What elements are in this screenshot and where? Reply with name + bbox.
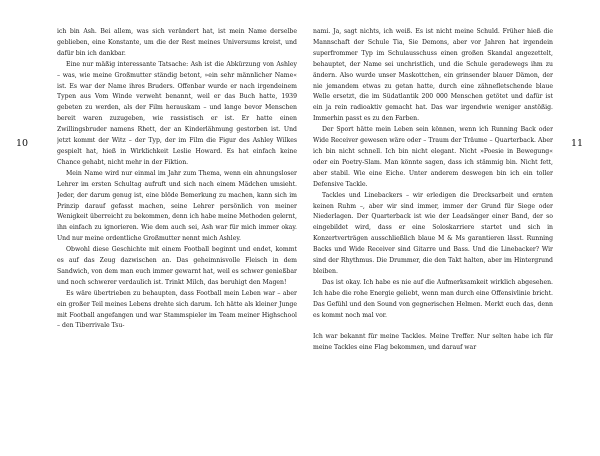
paragraph: Mein Name wird nur einmal im Jahr zum Thema, wenn ein ahnungsloser Lehrer im ersten Schultag aufruft und sich nach einem Mädchen umsieht. Jeder, der darum genug ist, eine blöde Bemerkung zu machen, kann sich im Prinzip darauf gefasst machen, seine Lehrer persönlich von meiner Wenigkeit überreicht zu bekommen, denn ich habe meine Methoden gelernt, ihn einfach zu ignorieren. Wie dem auch sei, Ash war für mich immer okay. Und nur meine ordentliche Großmutter nennt mich Ashley. <box>57 169 297 243</box>
paragraph: nami. Ja, sagt nichts, ich weiß. Es ist nicht meine Schuld. Früher hieß die Mannschaft der Schule Tia, Sie Demons, aber vor Jahren hat irgendein superfrommer Typ im Schulausschuss einen großen Skandal angezettelt, behauptet, der Name sei unchristlich, und die Schule geradewegs ihm zu ändern. Also wurde unser Maskottchen, ein grinsender blauer Dämon, der nie jemandem etwas zu getan hatte, durch eine zähnefletschende blaue Welle ersetzt, die im Südatlantik 200 000 Menschen getötet und dafür ist ein ja rein radioaktiv gemacht hat. Das war irgendwie weniger anstößig. Immerhin passt es zu den Farben. <box>313 28 553 123</box>
paragraph: Ich war bekannt für meine Tackles. Meine Treffer. Nur selten habe ich für meine Tackles eine Flag bekommen, und darauf war <box>313 333 553 352</box>
section-break <box>313 321 553 332</box>
left-page <box>57 27 297 437</box>
paragraph: Das ist okay. Ich habe es nie auf die Aufmerksamkeit wirklich abgesehen. Ich habe die rohe Energie geliebt, wenn man durch eine Offensivlinie bricht. Das Gefühl und den Sound von gegnerischen Helmen. Merkt euch das, denn es kommt noch mal vor. <box>313 278 553 319</box>
paragraph: Es wäre übertrieben zu behaupten, dass Football mein Leben war – aber ein großer Teil meines Lebens drehte sich darum. Ich hätte als kleiner Junge mit Football angefangen und war Stammspieler im Team meiner Highschool – den Tiberrivale Tsu- <box>57 289 297 330</box>
right-page-number: 11 <box>571 138 584 149</box>
paragraph: ich bin Ash. Bei allem, was sich verändert hat, ist mein Name derselbe geblieben, eine Konstante, um die der Rest meines Universums kreist, und dafür bin ich dankbar. <box>57 28 297 57</box>
paragraph: Obwohl diese Geschichte mit einem Football beginnt und endet, kommt es auf das Zeug dazwischen an. Das geheimnisvolle Fleisch in dem Sandwich, von dem man euch immer gewarnt hat, weil es schwer genießbar und noch schwerer verdaulich ist. Trinkt Milch, das beruhigt den Magen! <box>57 246 297 286</box>
paragraph: Der Sport hätte mein Leben sein können, wenn ich Running Back oder Wide Receiver gewesen wäre oder – Traum der Träume – Quarterback. Aber ich bin nicht schnell. Ich bin nicht elegant. Nicht »Poesie in Bewegung« oder ein Poetry-Slam. Man könnte sagen, dass ich stämmig bin. Nicht fett, aber stabil. Wie eine Eiche. Unter anderem deswegen bin ich ein toller Defensive Tackle. <box>313 126 553 188</box>
paragraph: Tackles und Linebackers – wir erledigen die Drecksarbeit und ernten keinen Ruhm –, aber wir sind immer, immer der Grund für Siege oder Niederlagen. Der Quarterback ist wie der Leadsänger einer Band, der so eingebildet wird, dass er eine Soloskarriere startet und sich in Konzertverträgen ausschließlich blaue M & Ms garantieren lässt. Running Backs und Wide Receiver sind Gitarre und Bass. Und die Linebacker? Wir sind der Rhythmus. Die Drummer, die den Takt halten, aber im Hintergrund bleiben. <box>313 191 553 275</box>
left-page-number: 10 <box>16 138 29 149</box>
right-page <box>313 27 553 437</box>
paragraph: Eine nur mäßig interessante Tatsache: Ash ist die Abkürzung von Ashley – was, wie meine Großmutter ständig betont, »ein sehr männlicher Name« ist. Es war der Name ihres Bruders. Offenbar wurde er nach irgendeinem Typen aus Vom Winde verweht benannt, weil er das Buch hatte, 1939 gebeten zu werden, als der Film herauskam – und lange bevor Menschen bereit waren zuzugeben, wie rassistisch er ist. Er hatte einen Zwillingsbruder namens Rhett, der an Kinderlähmung gestorben ist. Und jetzt kommt der Witz – der Typ, der im Film die Figur des Ashley Wilkes gespielt hat, hieß in Wirklichkeit Leslie Howard. Es hat einfach keine Chance gehabt, nicht mehr in der Fiktion. <box>57 60 297 166</box>
